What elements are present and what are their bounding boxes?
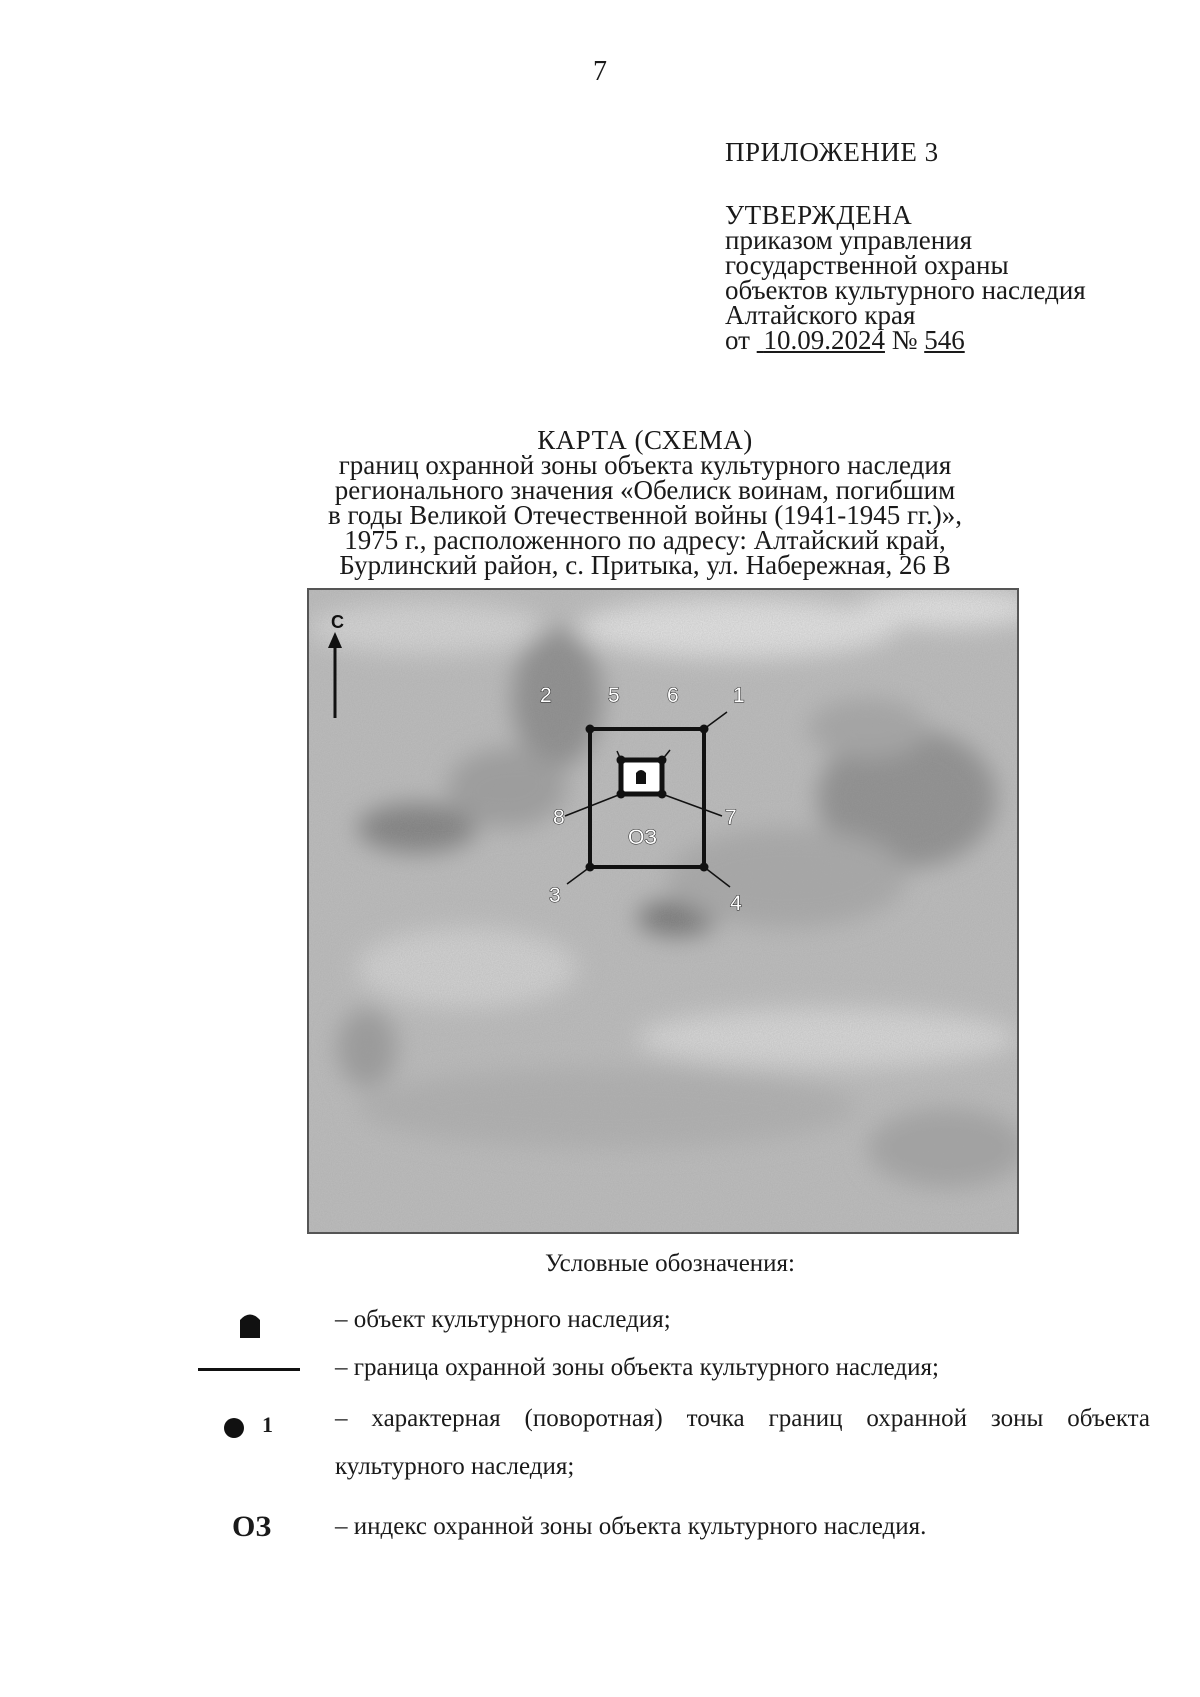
- legend-item-point: – характерная (поворотная) точка границ охранной зоны объекта культурного наследия;: [335, 1405, 1150, 1480]
- page-number: 7: [593, 56, 607, 87]
- boundary-point: [617, 756, 626, 765]
- point-label: 6: [667, 684, 679, 707]
- title-line: в годы Великой Отечественной войны (1941-1945 гг.)»,: [327, 500, 963, 530]
- order-date: 10.09.2024: [763, 325, 885, 355]
- legend-item-boundary: – граница охранной зоны объекта культурного наследия;: [335, 1354, 939, 1381]
- monument-icon: [636, 770, 646, 784]
- title-line: регионального значения «Обелиск воинам, погибшим: [334, 475, 956, 505]
- approved-label: УТВЕРЖДЕНА: [725, 200, 913, 230]
- map-grain: [307, 588, 1019, 1234]
- order-number-sign: №: [891, 325, 918, 355]
- title-line: Бурлинский район, с. Притыка, ул. Набережная, 26 В: [339, 550, 951, 580]
- point-label: 4: [730, 892, 742, 915]
- zone-index-symbol: ОЗ: [232, 1510, 272, 1543]
- point-label: 7: [725, 806, 737, 829]
- boundary-point: [586, 863, 595, 872]
- approval-line: Алтайского края: [725, 300, 916, 330]
- legend-heading: Условные обозначения:: [544, 1250, 796, 1277]
- zone-label: ОЗ: [628, 826, 658, 849]
- boundary-point: [586, 725, 595, 734]
- legend-item-zone-index: – индекс охранной зоны объекта культурного наследия.: [335, 1513, 927, 1540]
- order-line: [725, 325, 1086, 355]
- monument-icon: [237, 1309, 263, 1339]
- point-label: 5: [608, 684, 620, 707]
- boundary-point: [658, 756, 667, 765]
- point-label: 8: [553, 806, 565, 829]
- point-label: 1: [733, 684, 745, 707]
- point-label: 2: [540, 684, 552, 707]
- point-dot-label: 1: [262, 1412, 273, 1437]
- approval-block: [725, 137, 1086, 355]
- point-label: 3: [549, 884, 561, 907]
- north-label: С: [331, 612, 344, 632]
- title-main: КАРТА (СХЕМА): [537, 425, 753, 455]
- order-prefix: от: [725, 325, 750, 355]
- boundary-point: [617, 790, 626, 799]
- boundary-point: [700, 863, 709, 872]
- approval-line: государственной охраны: [725, 250, 1009, 280]
- legend-item-monument: – объект культурного наследия;: [335, 1306, 671, 1333]
- boundary-point: [658, 790, 667, 799]
- boundary-line-symbol: [198, 1368, 300, 1371]
- point-dot-symbol: [224, 1418, 244, 1438]
- approval-line: приказом управления: [725, 225, 973, 255]
- order-number: 546: [924, 325, 965, 355]
- document-title: [300, 425, 990, 580]
- title-line: границ охранной зоны объекта культурного наследия: [338, 450, 952, 480]
- protection-zone-map: [307, 588, 1019, 1234]
- approval-line: объектов культурного наследия: [725, 275, 1086, 305]
- title-line: 1975 г., расположенного по адресу: Алтайский край,: [344, 525, 946, 555]
- annex-title: ПРИЛОЖЕНИЕ 3: [725, 137, 939, 167]
- boundary-point: [700, 725, 709, 734]
